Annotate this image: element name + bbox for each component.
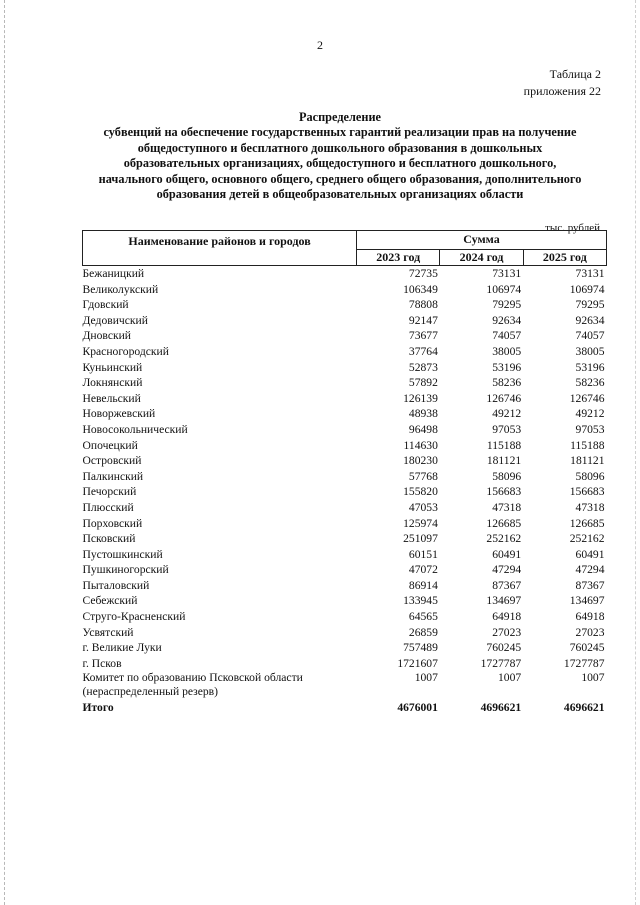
row-name: Себежский	[82, 594, 138, 608]
value-2024: 134697	[486, 594, 522, 608]
reserve-name-line1: Комитет по образованию Псковской области	[82, 671, 303, 685]
reserve-name-line2: (нераспределенный резерв)	[82, 685, 219, 699]
value-2023: 73677	[408, 329, 438, 343]
row-name: г. Псков	[82, 656, 122, 670]
value-2023: 133945	[403, 594, 438, 608]
value-2025: 156683	[569, 485, 605, 499]
value-2024: 60491	[492, 547, 522, 561]
row-name: Печорский	[82, 485, 137, 499]
row-name: Порховский	[82, 516, 143, 530]
value-2025: 134697	[569, 594, 605, 608]
row-name: Дедовичский	[82, 313, 148, 327]
table-row	[83, 313, 607, 329]
table-row	[83, 360, 607, 376]
table-row	[83, 500, 607, 516]
row-name: Палкинский	[82, 469, 144, 483]
value-2023: 52873	[408, 360, 438, 374]
row-name	[83, 671, 357, 700]
table-reference	[524, 66, 601, 100]
value-2025: 252162	[569, 532, 605, 546]
value-2025: 53196	[575, 360, 605, 374]
row-name: Пыталовский	[82, 578, 150, 592]
row-name: Псковский	[82, 532, 136, 546]
row-name: Опочецкий	[82, 438, 138, 452]
value-2024: 38005	[492, 344, 522, 358]
value-2024: 97053	[492, 422, 522, 436]
title-line: образования детей в общеобразовательных организациях области	[156, 187, 524, 202]
table-row	[83, 562, 607, 578]
table-row	[83, 406, 607, 422]
value-2025: 92634	[575, 313, 605, 327]
value-2023: 26859	[408, 625, 438, 639]
value-2025: 79295	[575, 298, 605, 312]
value-2023: 155820	[403, 485, 438, 499]
table-row	[83, 282, 607, 298]
value-2024: 73131	[492, 267, 522, 280]
title-line: образовательных организациях, общедоступного и бесплатного дошкольного,	[123, 156, 557, 171]
scan-edge-left	[4, 0, 6, 905]
value-2023: 48938	[408, 407, 438, 421]
table-row	[83, 469, 607, 485]
value-2023: 64565	[408, 610, 438, 624]
value-2025: 73131	[575, 267, 605, 280]
value-2023: 37764	[408, 344, 438, 358]
value-2025: 1007	[581, 671, 605, 685]
value-2025: 47294	[575, 563, 605, 577]
row-name: Дновский	[82, 329, 132, 343]
row-name: Пушкиногорский	[82, 563, 169, 577]
value-2025: 27023	[575, 625, 605, 639]
value-2023: 47072	[408, 563, 438, 577]
document-title	[80, 110, 600, 202]
row-name: г. Великие Луки	[82, 641, 162, 655]
value-2023: 180230	[403, 454, 438, 468]
header-sum: Сумма	[357, 231, 607, 250]
table-row-reserve	[83, 671, 607, 700]
page-number: 2	[317, 38, 323, 52]
table-row	[83, 391, 607, 407]
value-2023: 251097	[403, 532, 438, 546]
table-row	[83, 516, 607, 532]
value-2025: 49212	[575, 407, 605, 421]
table-ref-line2: приложения 22	[523, 84, 601, 98]
value-2024: 156683	[486, 485, 522, 499]
value-2025: 126685	[569, 516, 605, 530]
table-row	[83, 593, 607, 609]
table-row	[83, 297, 607, 313]
row-name: Красногородский	[82, 344, 169, 358]
row-name: Локнянский	[82, 376, 143, 390]
value-2025: 74057	[575, 329, 605, 343]
header-name: Наименование районов и городов	[83, 231, 357, 266]
value-2024: 760245	[486, 641, 522, 655]
value-2024: 106974	[486, 282, 522, 296]
table-row	[83, 344, 607, 360]
value-2024: 126685	[486, 516, 522, 530]
table-ref-line1: Таблица 2	[549, 67, 601, 81]
value-2025: 58236	[575, 376, 605, 390]
value-2023: 757489	[403, 641, 438, 655]
value-2023: 126139	[403, 391, 438, 405]
value-2025: 115188	[570, 438, 605, 452]
scan-edge-right	[635, 0, 637, 905]
header-year-2024: 2024 год	[440, 249, 523, 265]
value-2023: 78808	[408, 298, 438, 312]
value-2024: 252162	[486, 532, 522, 546]
table-row	[83, 453, 607, 469]
value-2023: 57768	[408, 469, 438, 483]
row-name: Новоржевский	[82, 407, 156, 421]
row-name: Островский	[82, 454, 142, 468]
total-2024: 4696621	[480, 701, 522, 715]
value-2025: 60491	[575, 547, 605, 561]
value-2024: 58096	[492, 469, 522, 483]
units-label: тыс. рублей	[545, 222, 600, 234]
value-2024: 47294	[492, 563, 522, 577]
value-2024: 115188	[486, 438, 522, 452]
value-2023: 1721607	[397, 656, 438, 670]
value-2024: 74057	[492, 329, 522, 343]
value-2024: 58236	[492, 376, 522, 390]
value-2023: 57892	[408, 376, 438, 390]
value-2025: 47318	[575, 500, 605, 514]
value-2025: 38005	[575, 344, 605, 358]
row-name: Новосокольнический	[82, 422, 188, 436]
table-row	[83, 328, 607, 344]
value-2024: 126746	[486, 391, 522, 405]
table-row	[83, 609, 607, 625]
table-row	[83, 531, 607, 547]
value-2024: 27023	[492, 625, 522, 639]
table-row	[83, 625, 607, 641]
table-row	[83, 547, 607, 563]
table-row	[83, 578, 607, 594]
value-2025: 760245	[569, 641, 605, 655]
header-year-2023: 2023 год	[357, 249, 440, 265]
value-2023: 96498	[408, 422, 438, 436]
table-row	[83, 438, 607, 454]
row-name: Гдовский	[82, 298, 129, 312]
value-2024: 79295	[492, 298, 522, 312]
table-row	[83, 422, 607, 438]
table-row	[83, 484, 607, 500]
distribution-table	[82, 230, 607, 716]
row-name: Плюсский	[82, 500, 134, 514]
title-line: субвенций на обеспечение государственных гарантий реализации прав на получение	[103, 125, 577, 140]
table-row	[83, 656, 607, 672]
row-name: Великолукский	[82, 282, 159, 296]
value-2024: 64918	[492, 610, 522, 624]
value-2025: 64918	[575, 610, 605, 624]
value-2024: 49212	[492, 407, 522, 421]
value-2023: 60151	[408, 547, 438, 561]
value-2024: 92634	[492, 313, 522, 327]
value-2025: 106974	[569, 282, 605, 296]
value-2023: 114630	[403, 438, 438, 452]
table-body	[83, 266, 607, 672]
row-name: Усвятский	[82, 625, 134, 639]
table-row	[83, 266, 607, 282]
title-heading: Распределение	[298, 110, 381, 124]
value-2025: 181121	[570, 454, 605, 468]
value-2023: 125974	[403, 516, 438, 530]
row-name: Куньинский	[82, 360, 143, 374]
table-row	[83, 375, 607, 391]
value-2023: 86914	[408, 578, 438, 592]
value-2023: 47053	[408, 500, 438, 514]
value-2025: 87367	[575, 578, 605, 592]
value-2024: 1007	[498, 671, 522, 685]
value-2023: 106349	[403, 282, 438, 296]
row-name: Пустошкинский	[82, 547, 163, 561]
value-2025: 1727787	[563, 656, 605, 670]
value-2025: 97053	[575, 422, 605, 436]
value-2024: 181121	[486, 454, 522, 468]
header-year-2025: 2025 год	[523, 249, 606, 265]
row-name: Бежаницкий	[82, 267, 145, 280]
value-2023: 72735	[408, 267, 438, 280]
value-2023: 92147	[408, 313, 438, 327]
total-label: Итого	[82, 701, 114, 715]
value-2024: 1727787	[480, 656, 522, 670]
row-name: Невельский	[82, 391, 141, 405]
total-2025: 4696621	[563, 701, 605, 715]
title-line: общедоступного и бесплатного дошкольного образования в дошкольных	[137, 140, 543, 155]
value-2024: 47318	[492, 500, 522, 514]
row-name: Струго-Красненский	[82, 610, 186, 624]
title-line: начального общего, основного общего, среднего общего образования, дополнительного	[98, 171, 582, 186]
value-2025: 126746	[569, 391, 605, 405]
value-2024: 53196	[492, 360, 522, 374]
table-row	[83, 640, 607, 656]
value-2024: 87367	[492, 578, 522, 592]
table-row-total	[83, 700, 607, 716]
total-2023: 4676001	[397, 701, 438, 715]
value-2023: 1007	[414, 671, 438, 685]
value-2025: 58096	[575, 469, 605, 483]
